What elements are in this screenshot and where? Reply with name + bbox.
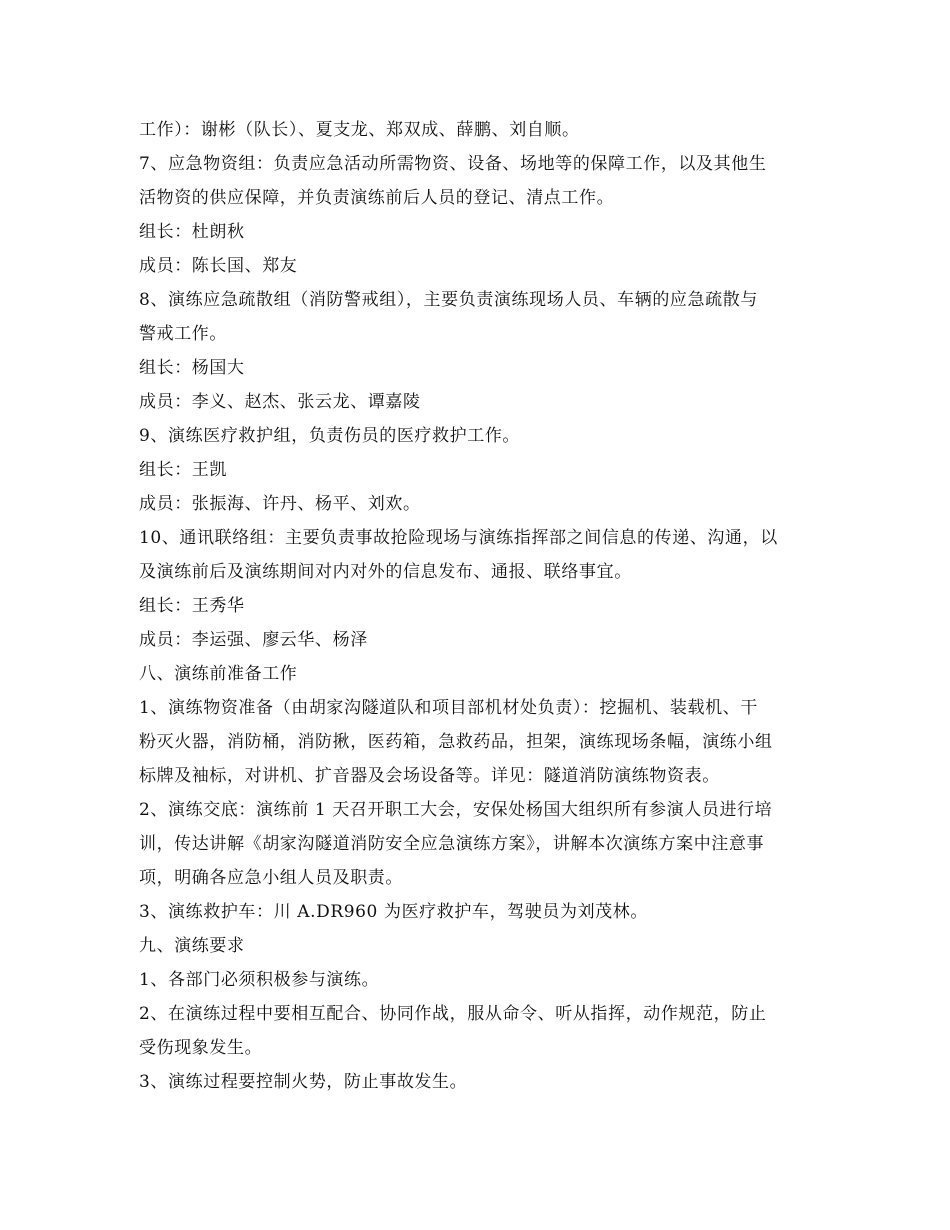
text-line: 9、演练医疗救护组，负责伤员的医疗救护工作。 xyxy=(139,426,521,446)
text-line: 成员：陈长国、郑友 xyxy=(139,256,298,276)
text-line: 训，传达讲解《胡家沟隧道消防安全应急演练方案》，讲解本次演练方案中注意事 xyxy=(139,834,765,854)
text-line: 活物资的供应保障，并负责演练前后人员的登记、清点工作。 xyxy=(139,188,615,208)
text-line: 粉灭火器，消防桶，消防揪，医药箱，急救药品，担架，演练现场条幅，演练小组 xyxy=(139,732,773,752)
text-line: 3、演练过程要控制火势，防止事故发生。 xyxy=(139,1072,468,1092)
text-line: 及演练前后及演练期间对内对外的信息发布、通报、联络事宜。 xyxy=(139,562,632,582)
text-line: 组长：杨国大 xyxy=(139,358,245,378)
text-line: 受伤现象发生。 xyxy=(139,1038,263,1058)
text-line: 组长：王秀华 xyxy=(139,596,245,616)
section-heading: 八、演练前准备工作 xyxy=(139,664,298,684)
text-line: 7、应急物资组：负责应急活动所需物资、设备、场地等的保障工作，以及其他生 xyxy=(139,154,767,174)
text-line: 警戒工作。 xyxy=(139,324,227,344)
text-line: 标牌及袖标，对讲机、扩音器及会场设备等。详见：隧道消防演练物资表。 xyxy=(139,766,720,786)
text-line: 10、通讯联络组：主要负责事故抢险现场与演练指挥部之间信息的传递、沟通，以 xyxy=(139,528,778,548)
text-line: 2、演练交底：演练前 1 天召开职工大会，安保处杨国大组织所有参演人员进行培 xyxy=(139,800,773,820)
text-line: 1、各部门必须积极参与演练。 xyxy=(139,970,380,990)
document-body xyxy=(139,113,819,1099)
text-line: 成员：李义、赵杰、张云龙、谭嘉陵 xyxy=(139,392,421,412)
text-line: 成员：张振海、许丹、杨平、刘欢。 xyxy=(139,494,421,514)
text-line: 2、在演练过程中要相互配合、协同作战，服从命令、听从指挥，动作规范，防止 xyxy=(139,1004,767,1024)
text-line: 组长：王凯 xyxy=(139,460,227,480)
text-line: 8、演练应急疏散组（消防警戒组），主要负责演练现场人员、车辆的应急疏散与 xyxy=(139,290,758,310)
text-line: 工作）：谢彬（队长）、夏支龙、郑双成、薛鹏、刘自顺。 xyxy=(139,120,580,140)
text-line: 项，明确各应急小组人员及职责。 xyxy=(139,868,403,888)
section-heading: 九、演练要求 xyxy=(139,936,245,956)
text-line: 1、演练物资准备（由胡家沟隧道队和项目部机材处负责）：挖掘机、装载机、干 xyxy=(139,698,758,718)
text-line: 组长：杜朗秋 xyxy=(139,222,245,242)
text-line: 成员：李运强、廖云华、杨泽 xyxy=(139,630,368,650)
text-line: 3、演练救护车：川 A.DR960 为医疗救护车，驾驶员为刘茂林。 xyxy=(139,902,648,922)
